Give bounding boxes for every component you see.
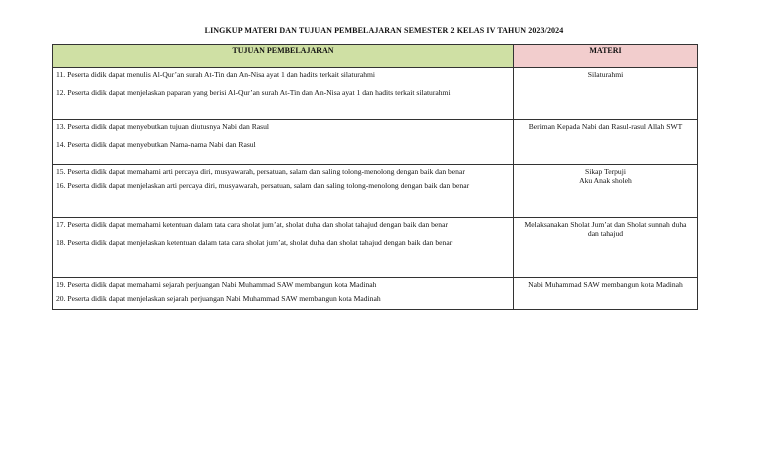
objective-item: 16. Peserta didik dapat menjelaskan arti percaya diri, musyawarah, persatuan, salam dan saling tolong-menolong dengan baik dan benar (56, 181, 470, 190)
tujuan-cell (53, 120, 514, 165)
table-row (53, 218, 698, 278)
objective-item: 17. Peserta didik dapat memahami ketentuan dalam tata cara sholat jum’at, sholat duha dan sholat tahajud dengan baik dan benar (56, 220, 449, 229)
materi-cell (514, 68, 698, 120)
materi-line: Silaturahmi (587, 70, 624, 79)
objective-item: 18. Peserta didik dapat menjelaskan ketentuan dalam tata cara sholat jum’at, sholat duha dan sholat tahajud dengan baik dan benar (56, 238, 453, 247)
table-row (53, 165, 698, 218)
objective-item: 15. Peserta didik dapat memahami arti percaya diri, musyawarah, persatuan, salam dan saling tolong-menolong dengan baik dan benar (56, 167, 465, 176)
document-title: LINGKUP MATERI DAN TUJUAN PEMBELAJARAN SEMESTER 2 KELAS IV TAHUN 2023/2024 (204, 26, 564, 35)
materi-line: Melaksanakan Sholat Jum’at dan Sholat sunnah duha dan tahajud (524, 220, 687, 238)
materi-line: Sikap Terpuji (585, 167, 626, 176)
tujuan-cell (53, 68, 514, 120)
materi-line: Beriman Kepada Nabi dan Rasul-rasul Allah SWT (528, 122, 683, 131)
objective-item: 14. Peserta didik dapat menyebutkan Nama-nama Nabi dan Rasul (56, 140, 256, 149)
materi-cell (514, 165, 698, 218)
materi-cell (514, 120, 698, 165)
objective-item: 12. Peserta didik dapat menjelaskan paparan yang berisi Al-Qur’an surah At-Tin dan An-Nisa ayat 1 dan hadits terkait silaturahmi (56, 88, 451, 97)
table-header-row (53, 45, 698, 68)
materi-cell (514, 278, 698, 310)
header-tujuan: TUJUAN PEMBELAJARAN (53, 45, 514, 68)
tujuan-cell (53, 165, 514, 218)
tujuan-cell (53, 278, 514, 310)
header-materi: MATERI (514, 45, 698, 68)
objective-item: 20. Peserta didik dapat menjelaskan sejarah perjuangan Nabi Muhammad SAW membangun kota Madinah (56, 294, 381, 303)
table-row (53, 278, 698, 310)
table-row (53, 68, 698, 120)
materi-cell (514, 218, 698, 278)
objective-item: 13. Peserta didik dapat menyebutkan tujuan diutusnya Nabi dan Rasul (56, 122, 270, 131)
objective-item: 19. Peserta didik dapat memahami sejarah perjuangan Nabi Muhammad SAW membangun kota Madinah (56, 280, 377, 289)
tujuan-cell (53, 218, 514, 278)
materi-line: Aku Anak sholeh (579, 176, 632, 185)
table-row (53, 120, 698, 165)
learning-objectives-table (52, 44, 698, 310)
materi-line: Nabi Muhammad SAW membangun kota Madinah (528, 280, 683, 289)
objective-item: 11. Peserta didik dapat menulis Al-Qur’an surah At-Tin dan An-Nisa ayat 1 dan hadits terkait silaturahmi (56, 70, 376, 79)
